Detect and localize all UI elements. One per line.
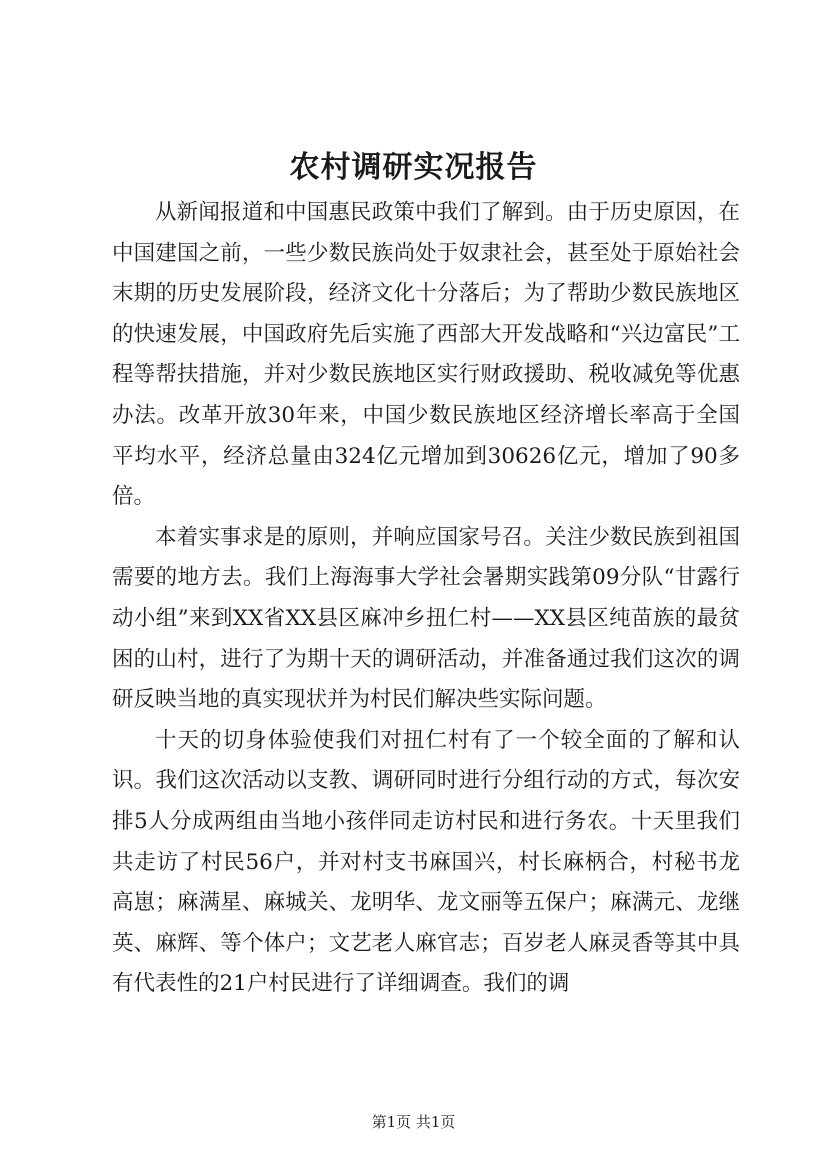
page-footer xyxy=(0,1112,827,1132)
page-number-label: 第1页 共1页 xyxy=(371,1113,456,1131)
paragraph-1: 从新闻报道和中国惠民政策中我们了解到。由于历史原因，在中国建国之前，一些少数民族尚处于奴隶社会，甚至处于原始社会末期的历史发展阶段，经济文化十分落后；为了帮助少数民族地区的快速发展，中国政府先后实施了西部大开发战略和“兴边富民”工程等帮扶措施，并对少数民族地区实行财政援助、税收减免等优惠办法。改革开放30年来，中国少数民族地区经济增长率高于全国平均水平，经济总量由324亿元增加到30626亿元，增加了90多倍。 xyxy=(112,200,740,510)
document-title: 农村调研实况报告 xyxy=(289,150,538,185)
document-body xyxy=(112,193,740,1005)
paragraph-3: 十天的切身体验使我们对扭仁村有了一个较全面的了解和认识。我们这次活动以支教、调研同时进行分组行动的方式，每次安排5人分成两组由当地小孩伴同走访村民和进行务农。十天里我们共走访了村民56户，并对村支书麻国兴，村长麻柄合，村秘书龙高崽；麻满星、麻城关、龙明华、龙文丽等五保户；麻满元、龙继英、麻辉、等个体户；文艺老人麻官志；百岁老人麻灵香等其中具有代表性的21户村民进行了详细调查。我们的调 xyxy=(112,727,740,997)
paragraph-2: 本着实事求是的原则，并响应国家号召。关注少数民族到祖国需要的地方去。我们上海海事大学社会暑期实践第09分队“甘露行动小组”来到XX省XX县区麻冲乡扭仁村——XX县区纯苗族的最贫困的山村，进行了为期十天的调研活动，并准备通过我们这次的调研反映当地的真实现状并为村民们解决些实际问题。 xyxy=(112,524,740,713)
